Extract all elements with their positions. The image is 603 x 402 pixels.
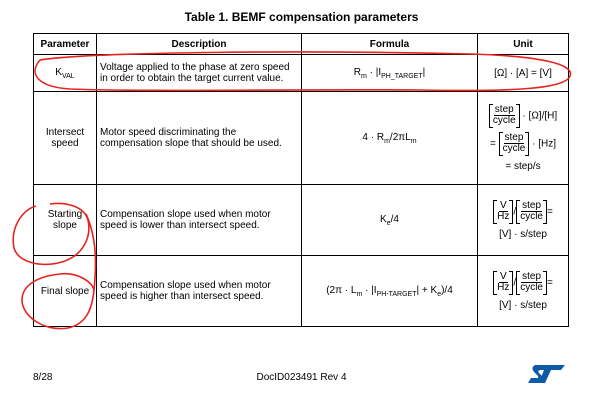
- desc-kval: Voltage applied to the phase at zero speed in order to obtain the target current value.: [97, 55, 302, 92]
- formula-final: $(2\pi \cdot L_m \cdot |I_{PH-TARGET}| + K_e)/4$: [302, 256, 478, 327]
- document-id: DocID023491 Rev 4: [256, 372, 347, 383]
- header-description: Description: [97, 34, 302, 55]
- formula-kval: $R_m \cdot |I_{PH\_TARGET}|$: [302, 55, 478, 92]
- param-final: Final slope: [34, 256, 97, 327]
- table-row-starting: [34, 185, 569, 256]
- param-starting: Starting slope: [34, 185, 97, 256]
- table-row-intersect: [34, 92, 569, 185]
- unit-intersect: $\frac{\text{step}}{\text{cycle}}$ · [Ω]/[H] = $\frac{\text{step}}{\text{cycle}}$ · [Hz] = step/s: [478, 92, 569, 185]
- st-logo-icon: [527, 363, 567, 385]
- header-unit: Unit: [478, 34, 569, 55]
- table-row-kval: [34, 55, 569, 92]
- desc-intersect: Motor speed discriminating the compensation slope that should be used.: [97, 92, 302, 185]
- formula-starting: $K_e/4$: [302, 185, 478, 256]
- formula-intersect: $4 \cdot R_m/2\pi L_m$: [302, 92, 478, 185]
- header-parameter: Parameter: [34, 34, 97, 55]
- unit-kval: [Ω] · [A] = [V]: [478, 55, 569, 92]
- table-row-final: [34, 256, 569, 327]
- table-title: Table 1. BEMF compensation parameters: [184, 10, 419, 24]
- unit-final: $\frac{V}{Hz}$ / $\frac{\text{step}}{\text{cycle}}$ = [V] · s/step: [478, 256, 569, 327]
- desc-starting: Compensation slope used when motor speed is lower than intersect speed.: [97, 185, 302, 256]
- unit-starting: $\frac{V}{Hz}$ / $\frac{\text{step}}{\text{cycle}}$ = [V] · s/step: [478, 185, 569, 256]
- header-formula: Formula: [302, 34, 478, 55]
- page-number: 8/28: [33, 372, 53, 383]
- param-kval: $K_{VAL}$: [34, 55, 97, 92]
- desc-final: Compensation slope used when motor speed is higher than intersect speed.: [97, 256, 302, 327]
- header-row: [34, 34, 569, 55]
- bemf-table: [33, 33, 569, 327]
- param-intersect: Intersect speed: [34, 92, 97, 185]
